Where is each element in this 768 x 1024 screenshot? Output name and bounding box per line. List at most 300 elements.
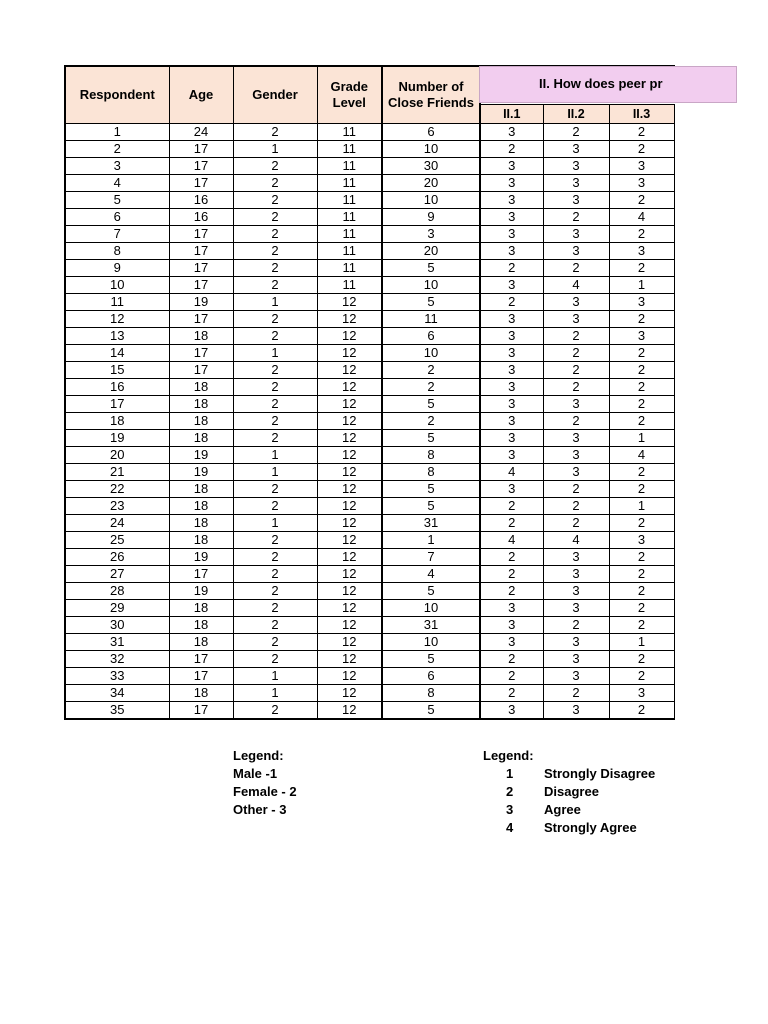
- cell-age: 18: [169, 328, 233, 345]
- cell-respondent: 29: [65, 600, 169, 617]
- cell-age: 17: [169, 702, 233, 720]
- cell-ii1: 2: [480, 583, 543, 600]
- cell-grade-level: 12: [317, 583, 382, 600]
- table-row: [65, 481, 674, 498]
- cell-close-friends: 31: [382, 515, 480, 532]
- cell-age: 18: [169, 532, 233, 549]
- cell-ii3: 2: [609, 413, 674, 430]
- header-sub-ii2: II.2: [543, 105, 609, 124]
- cell-close-friends: 5: [382, 260, 480, 277]
- cell-gender: 2: [233, 362, 317, 379]
- cell-close-friends: 5: [382, 702, 480, 720]
- table-row: [65, 702, 674, 720]
- cell-grade-level: 12: [317, 379, 382, 396]
- survey-table: [64, 65, 675, 720]
- table-row: [65, 260, 674, 277]
- cell-grade-level: 11: [317, 141, 382, 158]
- table-row: [65, 124, 674, 141]
- cell-gender: 2: [233, 175, 317, 192]
- cell-ii1: 3: [480, 124, 543, 141]
- scale-legend: [483, 747, 656, 837]
- table-row: [65, 685, 674, 702]
- cell-grade-level: 12: [317, 600, 382, 617]
- cell-gender: 2: [233, 328, 317, 345]
- cell-gender: 1: [233, 464, 317, 481]
- cell-ii3: 2: [609, 362, 674, 379]
- cell-ii2: 2: [543, 328, 609, 345]
- cell-gender: 1: [233, 345, 317, 362]
- header-grade-level-line2: Level: [332, 95, 366, 110]
- cell-close-friends: 2: [382, 379, 480, 396]
- cell-ii3: 1: [609, 430, 674, 447]
- cell-gender: 2: [233, 158, 317, 175]
- cell-ii1: 3: [480, 311, 543, 328]
- cell-ii1: 2: [480, 498, 543, 515]
- cell-ii2: 2: [543, 413, 609, 430]
- cell-ii1: 2: [480, 515, 543, 532]
- cell-ii1: 3: [480, 243, 543, 260]
- cell-close-friends: 5: [382, 430, 480, 447]
- cell-ii2: 2: [543, 124, 609, 141]
- cell-age: 17: [169, 651, 233, 668]
- cell-grade-level: 11: [317, 277, 382, 294]
- cell-ii2: 3: [543, 651, 609, 668]
- cell-ii2: 3: [543, 226, 609, 243]
- cell-close-friends: 5: [382, 481, 480, 498]
- scale-legend-label: Agree: [544, 802, 581, 817]
- cell-respondent: 1: [65, 124, 169, 141]
- cell-ii2: 2: [543, 481, 609, 498]
- table-row: [65, 600, 674, 617]
- cell-grade-level: 12: [317, 447, 382, 464]
- gender-legend-other: Other - 3: [233, 802, 287, 817]
- cell-ii1: 3: [480, 702, 543, 720]
- header-respondent: Respondent: [65, 66, 169, 124]
- cell-ii2: 3: [543, 396, 609, 413]
- cell-ii2: 3: [543, 549, 609, 566]
- cell-ii2: 2: [543, 362, 609, 379]
- cell-ii1: 2: [480, 566, 543, 583]
- cell-ii3: 3: [609, 532, 674, 549]
- cell-gender: 2: [233, 277, 317, 294]
- cell-ii2: 3: [543, 583, 609, 600]
- table-row: [65, 362, 674, 379]
- cell-respondent: 24: [65, 515, 169, 532]
- table-row: [65, 634, 674, 651]
- cell-ii2: 3: [543, 294, 609, 311]
- cell-gender: 2: [233, 634, 317, 651]
- cell-ii3: 4: [609, 209, 674, 226]
- cell-respondent: 10: [65, 277, 169, 294]
- cell-ii2: 2: [543, 685, 609, 702]
- cell-age: 19: [169, 549, 233, 566]
- cell-grade-level: 11: [317, 226, 382, 243]
- cell-respondent: 23: [65, 498, 169, 515]
- cell-ii2: 2: [543, 209, 609, 226]
- cell-close-friends: 30: [382, 158, 480, 175]
- cell-ii2: 3: [543, 158, 609, 175]
- cell-close-friends: 6: [382, 124, 480, 141]
- table-row: [65, 498, 674, 515]
- header-grade-level: [317, 66, 382, 124]
- cell-ii3: 1: [609, 498, 674, 515]
- cell-ii3: 2: [609, 617, 674, 634]
- cell-gender: 2: [233, 124, 317, 141]
- cell-ii1: 3: [480, 634, 543, 651]
- cell-ii2: 3: [543, 192, 609, 209]
- table-row: [65, 396, 674, 413]
- cell-ii1: 2: [480, 294, 543, 311]
- cell-respondent: 7: [65, 226, 169, 243]
- cell-ii3: 2: [609, 141, 674, 158]
- table-row: [65, 192, 674, 209]
- cell-close-friends: 6: [382, 328, 480, 345]
- header-close-friends-line2: Close Friends: [388, 95, 474, 110]
- cell-respondent: 21: [65, 464, 169, 481]
- cell-grade-level: 12: [317, 481, 382, 498]
- table-row: [65, 226, 674, 243]
- cell-grade-level: 12: [317, 328, 382, 345]
- cell-grade-level: 12: [317, 566, 382, 583]
- cell-gender: 2: [233, 549, 317, 566]
- cell-age: 17: [169, 311, 233, 328]
- cell-respondent: 3: [65, 158, 169, 175]
- cell-grade-level: 11: [317, 260, 382, 277]
- cell-age: 17: [169, 141, 233, 158]
- cell-respondent: 30: [65, 617, 169, 634]
- cell-ii3: 3: [609, 328, 674, 345]
- cell-gender: 2: [233, 226, 317, 243]
- cell-ii3: 2: [609, 668, 674, 685]
- cell-close-friends: 11: [382, 311, 480, 328]
- cell-age: 19: [169, 583, 233, 600]
- cell-ii3: 3: [609, 243, 674, 260]
- cell-age: 18: [169, 515, 233, 532]
- cell-respondent: 2: [65, 141, 169, 158]
- cell-respondent: 26: [65, 549, 169, 566]
- cell-close-friends: 8: [382, 464, 480, 481]
- cell-grade-level: 12: [317, 668, 382, 685]
- cell-grade-level: 12: [317, 464, 382, 481]
- gender-legend-title: Legend:: [233, 748, 284, 763]
- cell-ii1: 3: [480, 362, 543, 379]
- table-row: [65, 549, 674, 566]
- cell-grade-level: 12: [317, 617, 382, 634]
- cell-age: 17: [169, 243, 233, 260]
- header-sub-ii1: II.1: [480, 105, 543, 124]
- table-row: [65, 515, 674, 532]
- table-row: [65, 294, 674, 311]
- cell-ii1: 2: [480, 651, 543, 668]
- cell-gender: 2: [233, 243, 317, 260]
- scale-legend-number: 4: [506, 820, 514, 835]
- cell-close-friends: 31: [382, 617, 480, 634]
- cell-respondent: 6: [65, 209, 169, 226]
- cell-age: 18: [169, 498, 233, 515]
- cell-grade-level: 12: [317, 498, 382, 515]
- table-body: [65, 124, 674, 720]
- table-row: [65, 430, 674, 447]
- table-row: [65, 566, 674, 583]
- cell-ii3: 2: [609, 396, 674, 413]
- cell-gender: 2: [233, 209, 317, 226]
- cell-close-friends: 1: [382, 532, 480, 549]
- cell-gender: 1: [233, 685, 317, 702]
- cell-ii2: 4: [543, 532, 609, 549]
- cell-ii3: 2: [609, 345, 674, 362]
- cell-ii1: 3: [480, 481, 543, 498]
- table-row: [65, 583, 674, 600]
- cell-ii3: 2: [609, 702, 674, 720]
- cell-respondent: 8: [65, 243, 169, 260]
- scale-legend-number: 2: [506, 784, 514, 799]
- cell-close-friends: 5: [382, 396, 480, 413]
- cell-ii3: 4: [609, 447, 674, 464]
- cell-ii3: 3: [609, 685, 674, 702]
- cell-age: 18: [169, 600, 233, 617]
- cell-age: 17: [169, 345, 233, 362]
- cell-close-friends: 5: [382, 498, 480, 515]
- cell-age: 17: [169, 158, 233, 175]
- cell-ii2: 3: [543, 668, 609, 685]
- cell-ii2: 3: [543, 141, 609, 158]
- cell-ii3: 2: [609, 651, 674, 668]
- cell-ii1: 3: [480, 430, 543, 447]
- cell-respondent: 34: [65, 685, 169, 702]
- cell-grade-level: 12: [317, 430, 382, 447]
- cell-ii2: 3: [543, 311, 609, 328]
- cell-grade-level: 12: [317, 634, 382, 651]
- cell-respondent: 15: [65, 362, 169, 379]
- cell-respondent: 14: [65, 345, 169, 362]
- cell-gender: 1: [233, 141, 317, 158]
- table-row: [65, 532, 674, 549]
- table-row: [65, 447, 674, 464]
- cell-ii1: 3: [480, 600, 543, 617]
- gender-legend-male: Male -1: [233, 766, 278, 781]
- scale-legend-label: Strongly Disagree: [544, 766, 656, 781]
- cell-ii3: 1: [609, 634, 674, 651]
- cell-gender: 2: [233, 413, 317, 430]
- cell-ii1: 3: [480, 328, 543, 345]
- cell-close-friends: 5: [382, 651, 480, 668]
- cell-ii1: 3: [480, 209, 543, 226]
- scale-legend-item: [483, 783, 599, 801]
- table-row: [65, 464, 674, 481]
- cell-ii1: 4: [480, 464, 543, 481]
- cell-ii2: 3: [543, 464, 609, 481]
- cell-ii1: 3: [480, 413, 543, 430]
- scale-legend-number: 1: [506, 766, 514, 781]
- header-close-friends-line1: Number of: [398, 79, 464, 94]
- cell-grade-level: 12: [317, 413, 382, 430]
- cell-ii1: 3: [480, 226, 543, 243]
- cell-age: 18: [169, 396, 233, 413]
- cell-ii3: 2: [609, 583, 674, 600]
- section-header-title: II. How does peer pr: [539, 76, 663, 91]
- cell-grade-level: 11: [317, 175, 382, 192]
- cell-ii2: 2: [543, 515, 609, 532]
- cell-gender: 2: [233, 430, 317, 447]
- cell-ii2: 3: [543, 447, 609, 464]
- cell-grade-level: 12: [317, 702, 382, 720]
- cell-close-friends: 2: [382, 362, 480, 379]
- cell-close-friends: 6: [382, 668, 480, 685]
- cell-ii1: 3: [480, 158, 543, 175]
- cell-grade-level: 12: [317, 294, 382, 311]
- cell-respondent: 33: [65, 668, 169, 685]
- cell-grade-level: 11: [317, 158, 382, 175]
- cell-ii3: 2: [609, 192, 674, 209]
- cell-grade-level: 12: [317, 549, 382, 566]
- cell-respondent: 4: [65, 175, 169, 192]
- cell-close-friends: 3: [382, 226, 480, 243]
- cell-close-friends: 2: [382, 413, 480, 430]
- cell-respondent: 9: [65, 260, 169, 277]
- table-row: [65, 668, 674, 685]
- cell-gender: 2: [233, 498, 317, 515]
- cell-ii1: 2: [480, 685, 543, 702]
- scale-legend-item: [483, 819, 637, 837]
- cell-ii2: 2: [543, 617, 609, 634]
- cell-respondent: 35: [65, 702, 169, 720]
- cell-ii1: 3: [480, 345, 543, 362]
- cell-gender: 2: [233, 260, 317, 277]
- cell-age: 19: [169, 447, 233, 464]
- cell-ii3: 3: [609, 175, 674, 192]
- cell-ii3: 2: [609, 379, 674, 396]
- cell-respondent: 28: [65, 583, 169, 600]
- cell-ii3: 2: [609, 566, 674, 583]
- cell-ii3: 2: [609, 549, 674, 566]
- scale-legend-item: [483, 765, 656, 783]
- cell-respondent: 13: [65, 328, 169, 345]
- cell-close-friends: 10: [382, 141, 480, 158]
- cell-ii3: 1: [609, 277, 674, 294]
- cell-close-friends: 5: [382, 583, 480, 600]
- cell-ii1: 2: [480, 549, 543, 566]
- cell-ii3: 2: [609, 515, 674, 532]
- scale-legend-item: [483, 801, 581, 819]
- cell-ii1: 3: [480, 192, 543, 209]
- cell-close-friends: 9: [382, 209, 480, 226]
- cell-ii2: 2: [543, 260, 609, 277]
- cell-close-friends: 20: [382, 175, 480, 192]
- cell-grade-level: 11: [317, 243, 382, 260]
- cell-age: 19: [169, 464, 233, 481]
- cell-ii1: 2: [480, 141, 543, 158]
- scale-legend-number: 3: [506, 802, 514, 817]
- table-row: [65, 617, 674, 634]
- cell-age: 17: [169, 566, 233, 583]
- cell-age: 18: [169, 685, 233, 702]
- table-row: [65, 345, 674, 362]
- cell-age: 18: [169, 481, 233, 498]
- cell-grade-level: 12: [317, 532, 382, 549]
- cell-ii1: 3: [480, 277, 543, 294]
- cell-ii3: 2: [609, 124, 674, 141]
- cell-grade-level: 12: [317, 651, 382, 668]
- cell-ii2: 3: [543, 600, 609, 617]
- cell-gender: 2: [233, 311, 317, 328]
- header-sub-ii3: II.3: [609, 105, 674, 124]
- table-row: [65, 413, 674, 430]
- cell-grade-level: 11: [317, 192, 382, 209]
- cell-age: 17: [169, 226, 233, 243]
- cell-ii3: 2: [609, 260, 674, 277]
- cell-gender: 2: [233, 481, 317, 498]
- cell-ii2: 3: [543, 175, 609, 192]
- table-row: [65, 158, 674, 175]
- cell-respondent: 16: [65, 379, 169, 396]
- cell-respondent: 17: [65, 396, 169, 413]
- table-row: [65, 277, 674, 294]
- cell-gender: 2: [233, 583, 317, 600]
- table-row: [65, 651, 674, 668]
- cell-ii1: 3: [480, 175, 543, 192]
- cell-respondent: 22: [65, 481, 169, 498]
- cell-ii1: 2: [480, 668, 543, 685]
- cell-grade-level: 12: [317, 345, 382, 362]
- cell-ii2: 2: [543, 379, 609, 396]
- cell-close-friends: 20: [382, 243, 480, 260]
- cell-grade-level: 12: [317, 362, 382, 379]
- cell-ii3: 2: [609, 481, 674, 498]
- cell-gender: 2: [233, 702, 317, 720]
- cell-age: 17: [169, 175, 233, 192]
- cell-close-friends: 10: [382, 345, 480, 362]
- cell-respondent: 31: [65, 634, 169, 651]
- table-row: [65, 311, 674, 328]
- cell-age: 17: [169, 362, 233, 379]
- table-row: [65, 175, 674, 192]
- cell-age: 17: [169, 260, 233, 277]
- table-row: [65, 328, 674, 345]
- cell-close-friends: 7: [382, 549, 480, 566]
- header-gender: Gender: [233, 66, 317, 124]
- cell-age: 18: [169, 413, 233, 430]
- header-age: Age: [169, 66, 233, 124]
- cell-close-friends: 8: [382, 447, 480, 464]
- section-header-peer-pressure: [479, 66, 737, 103]
- survey-table-container: [64, 65, 673, 720]
- cell-gender: 1: [233, 447, 317, 464]
- cell-respondent: 19: [65, 430, 169, 447]
- cell-grade-level: 12: [317, 685, 382, 702]
- cell-ii2: 3: [543, 566, 609, 583]
- cell-close-friends: 5: [382, 294, 480, 311]
- cell-gender: 1: [233, 668, 317, 685]
- cell-gender: 2: [233, 532, 317, 549]
- cell-ii1: 3: [480, 379, 543, 396]
- cell-respondent: 12: [65, 311, 169, 328]
- table-row: [65, 243, 674, 260]
- cell-gender: 2: [233, 600, 317, 617]
- cell-age: 24: [169, 124, 233, 141]
- cell-respondent: 5: [65, 192, 169, 209]
- cell-respondent: 18: [65, 413, 169, 430]
- cell-ii2: 2: [543, 498, 609, 515]
- cell-gender: 1: [233, 515, 317, 532]
- cell-ii1: 3: [480, 447, 543, 464]
- cell-age: 17: [169, 277, 233, 294]
- cell-ii1: 3: [480, 617, 543, 634]
- cell-grade-level: 12: [317, 311, 382, 328]
- cell-age: 17: [169, 668, 233, 685]
- cell-age: 18: [169, 379, 233, 396]
- cell-ii1: 2: [480, 260, 543, 277]
- cell-grade-level: 12: [317, 515, 382, 532]
